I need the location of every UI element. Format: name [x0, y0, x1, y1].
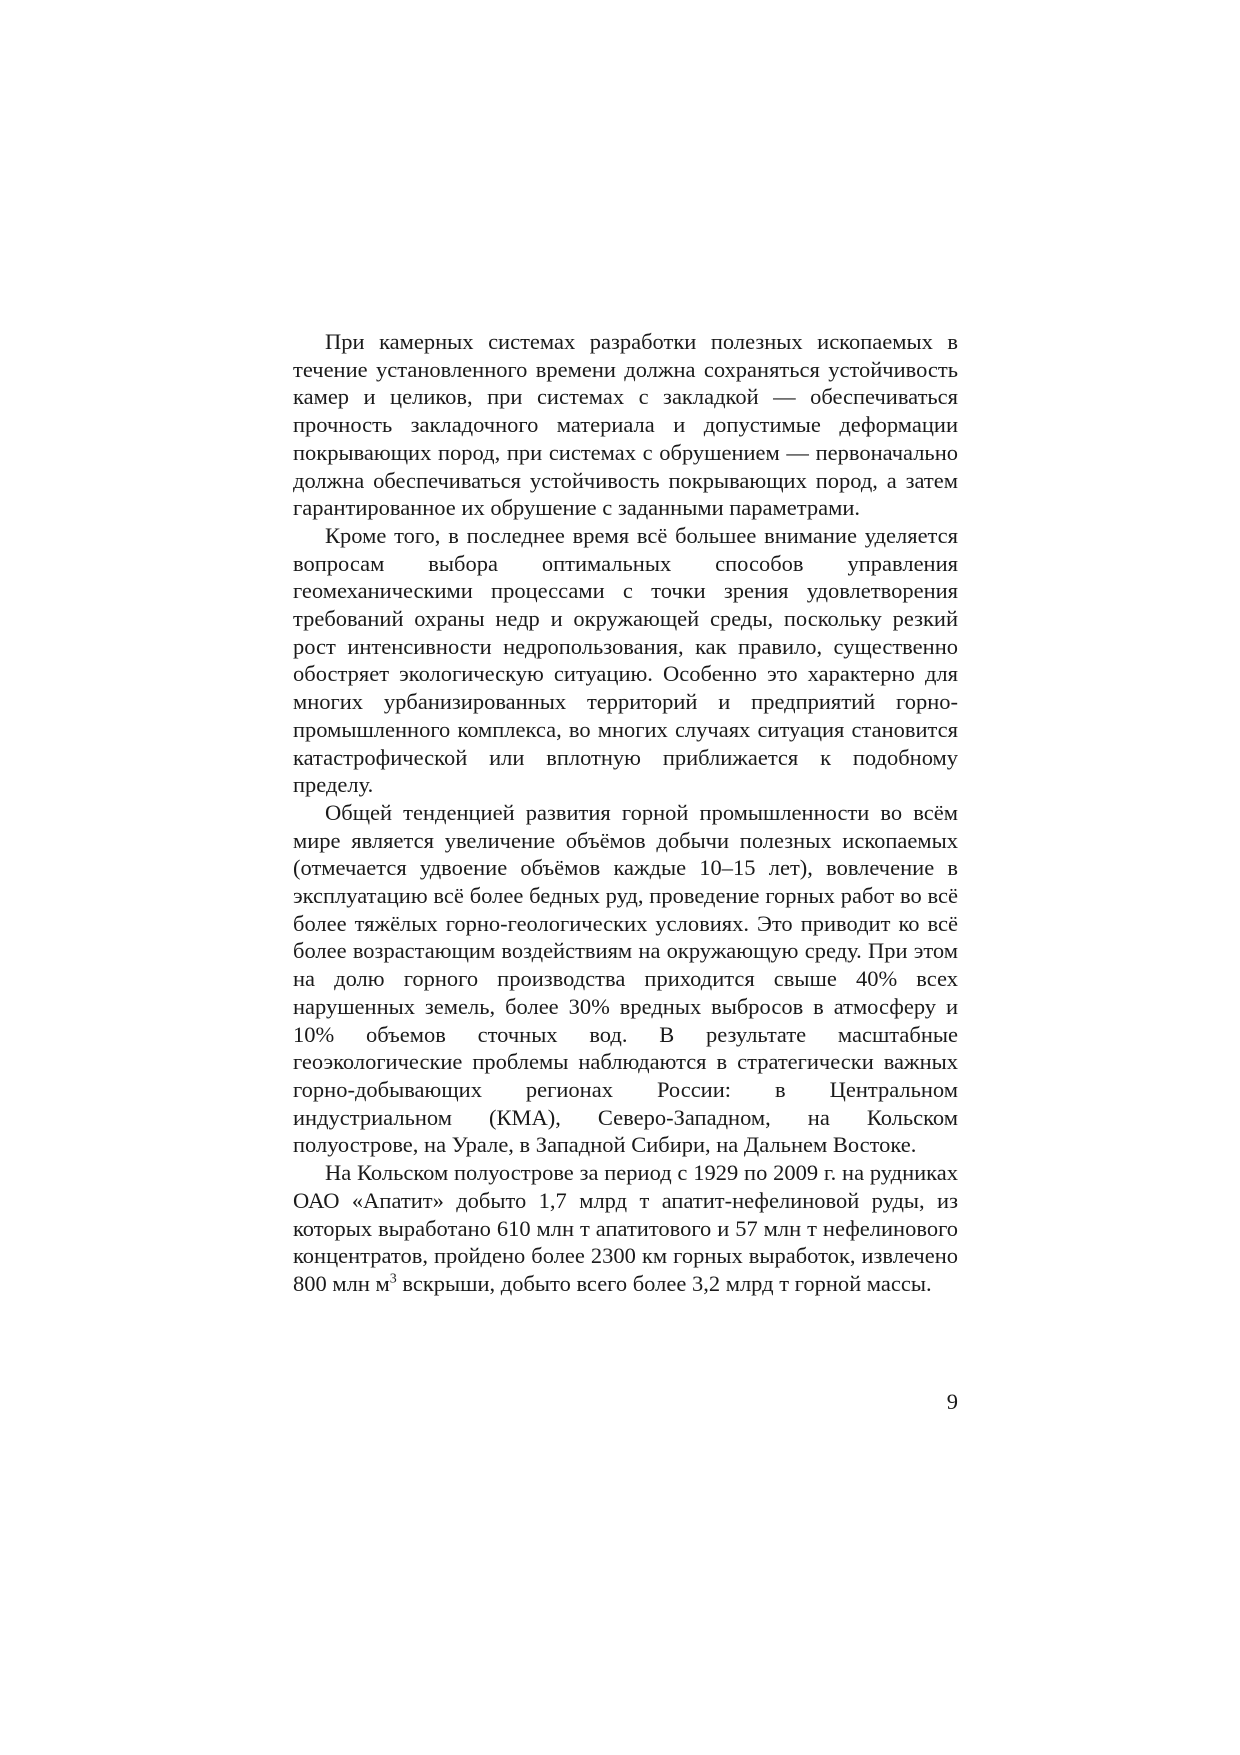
paragraph-3: Общей тенденцией развития горной промышленности во всём мире является увеличение объёмов добычи полезных ископаемых (отмечается удвоение объёмов каждые 10–15 лет), вовлечение в эксплуатацию всё более бедных руд, проведение горных работ во всё более тяжёлых горно-геологических условиях. Это приводит ко всё более возрастающим воздействиям на окружающую среду. При этом на долю горного производства приходится свыше 40% всех нарушенных земель, более 30% вредных выбросов в атмосферу и 10% объемов сточных вод. В результате масштабные геоэкологические проблемы наблюдаются в стратегически важных горно-добывающих регионах России: в Центральном индустриальном (КМА), Северо-Западном, на Кольском полуострове, на Урале, в Западной Сибири, на Дальнем Востоке.	[293, 799, 958, 1158]
paragraph-4	[293, 1159, 958, 1298]
body-text	[293, 328, 958, 1298]
paragraph-2: Кроме того, в последнее время всё большее внимание уделяется вопросам выбора оптимальных способов управления геомеханическими процессами с точки зрения удовлетворения требований охраны недр и окружающей среды, поскольку резкий рост интенсивности недропользования, как правило, существенно обостряет экологическую ситуацию. Особенно это характерно для многих урбанизированных территорий и предприятий горно-промышленного комплекса, во многих случаях ситуация становится катастрофической или вплотную приближается к подобному пределу.	[293, 522, 958, 798]
paragraph-1: При камерных системах разработки полезных ископаемых в течение установленного времени должна сохраняться устойчивость камер и целиков, при системах с закладкой — обеспечиваться прочность закладочного материала и допустимые деформации покрывающих пород, при системах с обрушением — первоначально должна обеспечиваться устойчивость покрывающих пород, а затем гарантированное их обрушение с заданными параметрами.	[293, 329, 958, 521]
paragraph-4-text-start: На Кольском полуострове за период с 1929 по 2009 г. на рудниках ОАО «Апатит» добыто 1,7 млрд т апатит-нефелиновой руды, из которых выработано 610 млн т апатитового и 57 млн т нефелинового концентратов, пройдено более 2300 км горных выработок, извлечено 800 млн м	[293, 1160, 958, 1296]
paragraph-4-text-end: вскрыши, добыто всего более 3,2 млрд т горной массы.	[396, 1270, 932, 1296]
page-number: 9	[946, 1389, 958, 1414]
cubic-superscript: 3	[389, 1271, 397, 1287]
